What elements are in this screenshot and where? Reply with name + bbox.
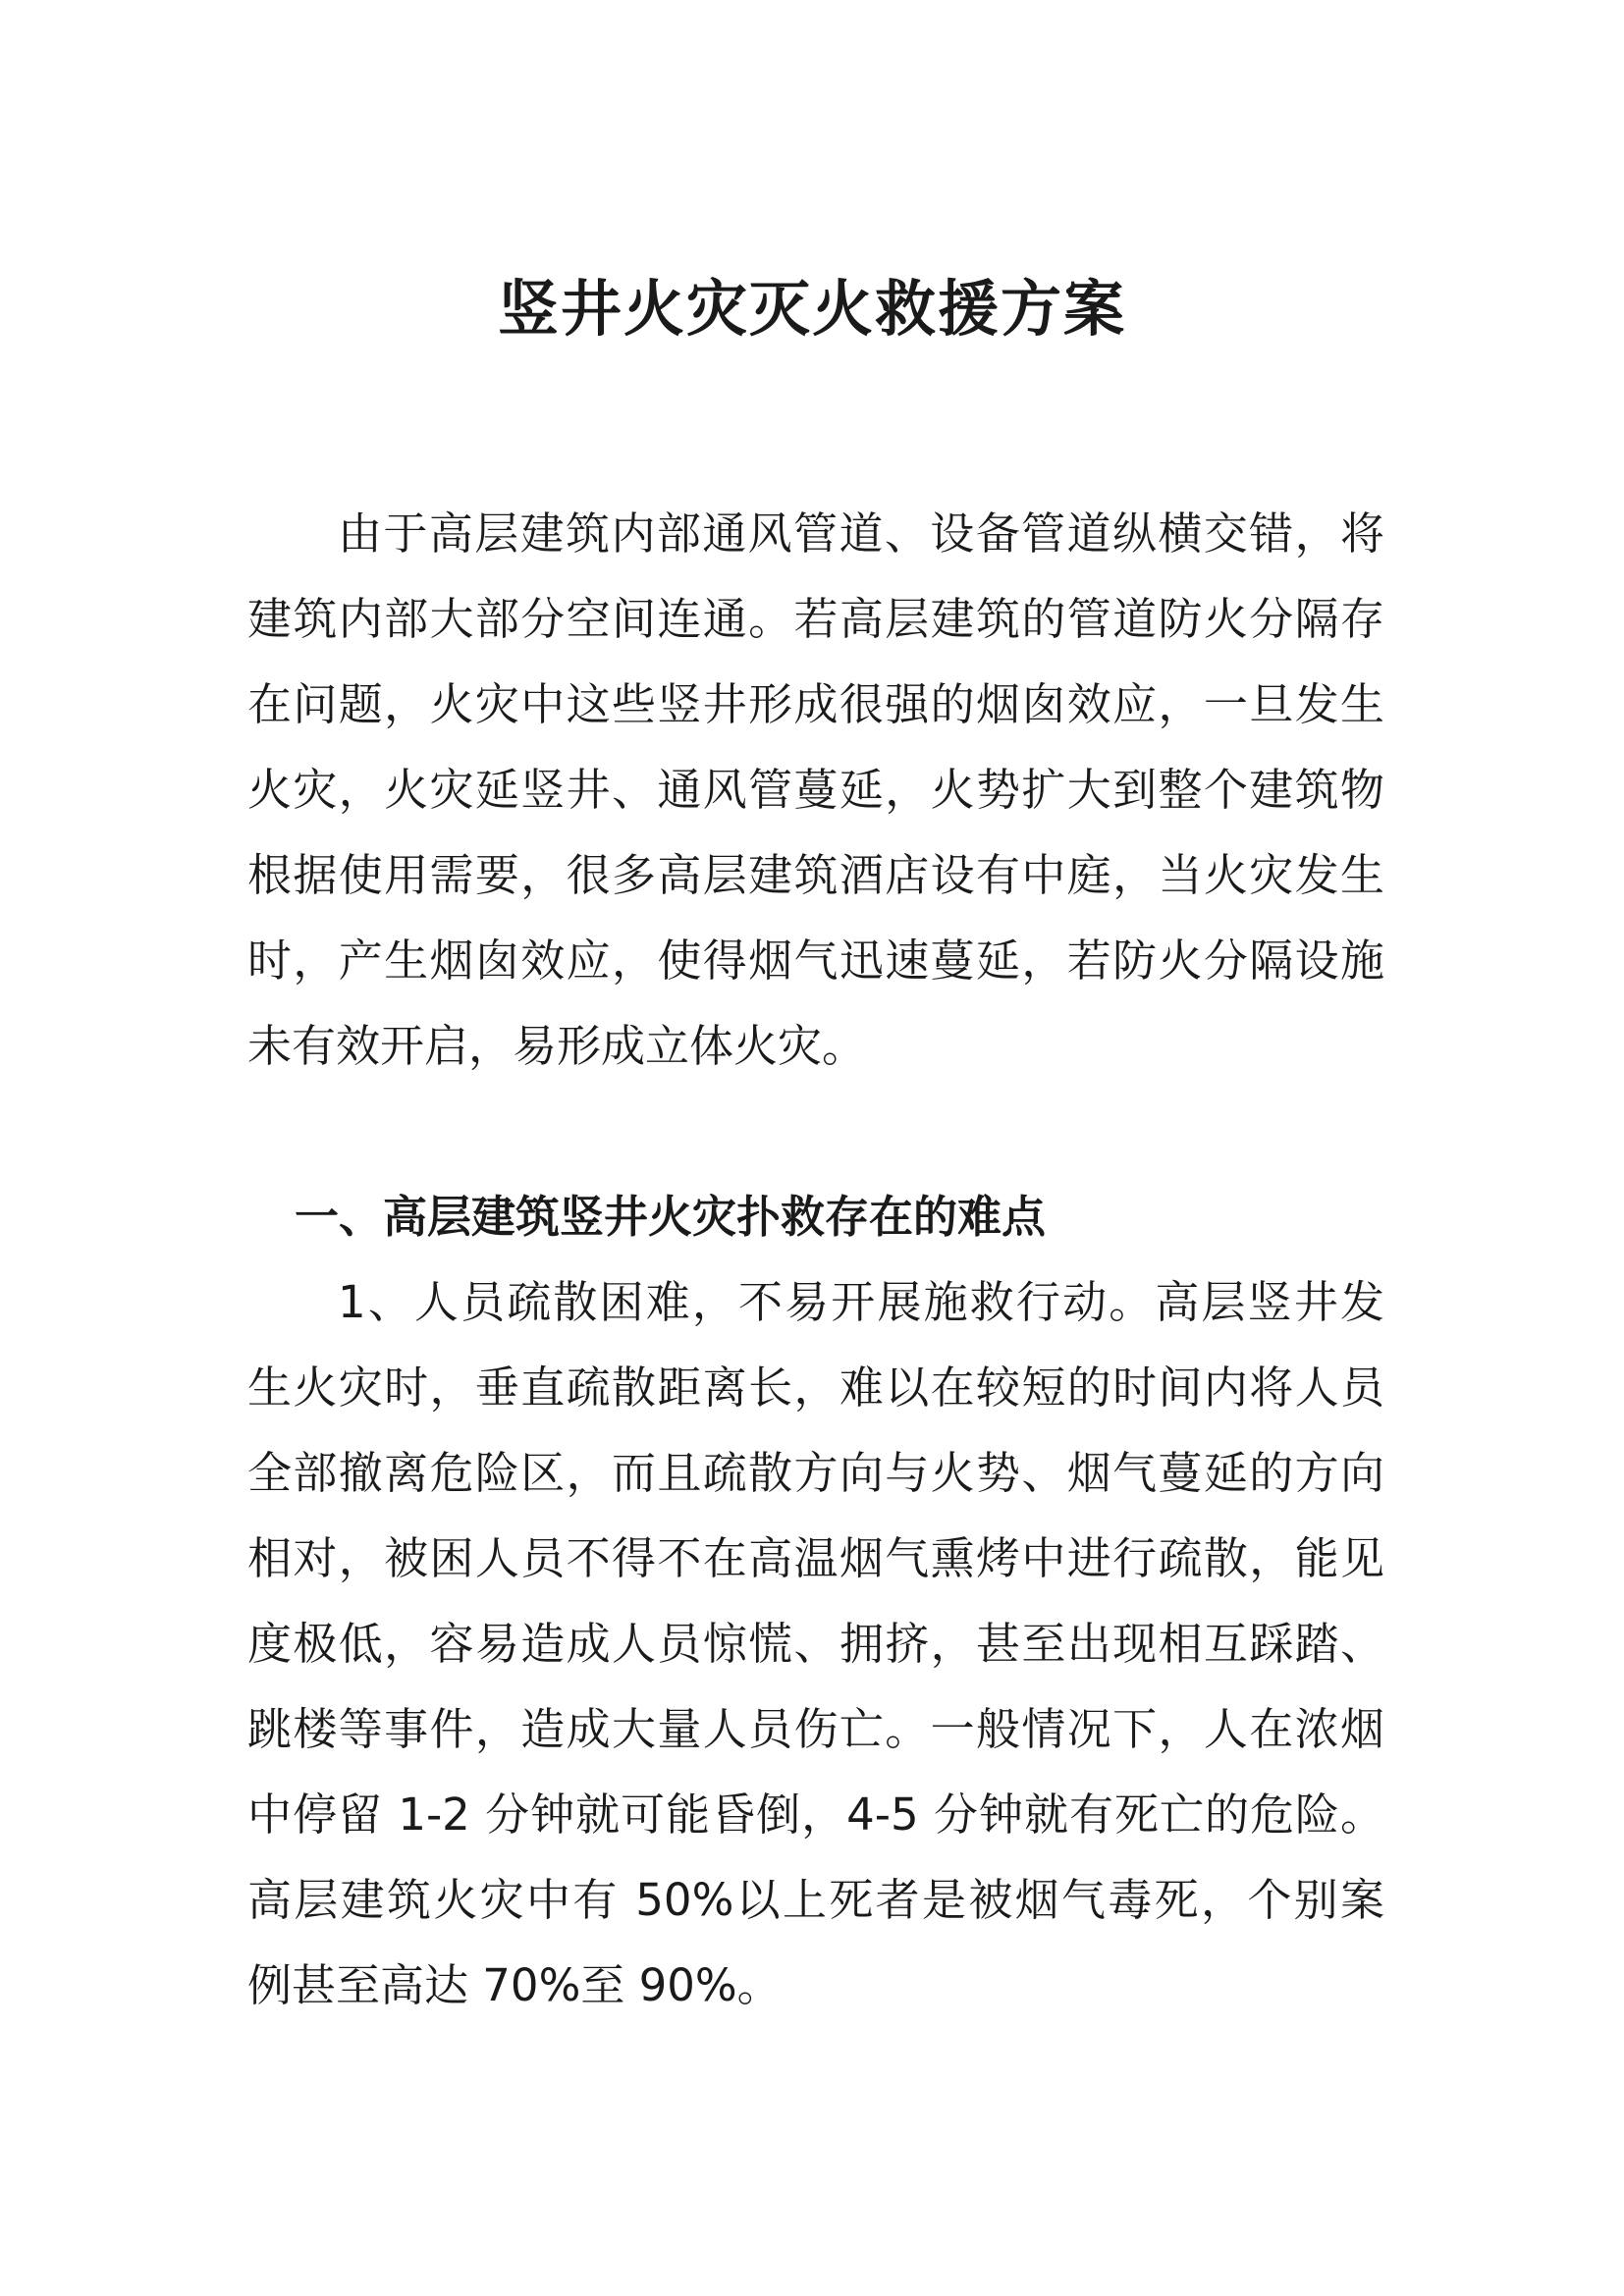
section-heading: 一、高层建筑竖井火灾扑救存在的难点 xyxy=(295,1191,1047,1243)
text-line: 1、人员疏散困难，不易开展施救行动。高层竖井发 xyxy=(338,1276,1384,1328)
text-line: 在问题，火灾中这些竖井形成很强的烟囱效应，一旦发生 xyxy=(247,678,1384,730)
text-line: 跳楼等事件，造成大量人员伤亡。一般情况下，人在浓烟 xyxy=(247,1703,1384,1755)
text-line: 相对，被困人员不得不在高温烟气熏烤中进行疏散，能见 xyxy=(247,1532,1384,1584)
text-line: 未有效开启，易形成立体火灾。 xyxy=(247,1020,867,1072)
document-title: 竖井火灾灭火救援方案 xyxy=(497,273,1126,345)
text-line: 时，产生烟囱效应，使得烟气迅速蔓延，若防火分隔设施 xyxy=(247,934,1384,987)
text-line: 全部撤离危险区，而且疏散方向与火势、烟气蔓延的方向 xyxy=(247,1447,1384,1499)
text-line: 火灾，火灾延竖井、通风管蔓延，火势扩大到整个建筑物 xyxy=(247,764,1384,816)
text-line: 由于高层建筑内部通风管道、设备管道纵横交错，将 xyxy=(338,507,1384,560)
section1-paragraph xyxy=(247,1259,1384,2028)
text-line: 度极低，容易造成人员惊慌、拥挤，甚至出现相互踩踏、 xyxy=(247,1618,1384,1670)
text-line: 例甚至高达 70%至 90%。 xyxy=(247,1959,782,2011)
text-line: 根据使用需要，很多高层建筑酒店设有中庭，当火灾发生 xyxy=(247,849,1384,901)
text-line: 中停留 1-2 分钟就可能昏倒，4-5 分钟就有死亡的危险。 xyxy=(247,1789,1384,1841)
text-line: 生火灾时，垂直疏散距离长，难以在较短的时间内将人员 xyxy=(247,1362,1384,1414)
text-line: 高层建筑火灾中有 50%以上死者是被烟气毒死，个别案 xyxy=(247,1874,1384,1926)
text-line: 建筑内部大部分空间连通。若高层建筑的管道防火分隔存 xyxy=(247,593,1384,645)
intro-paragraph xyxy=(247,491,1384,1089)
